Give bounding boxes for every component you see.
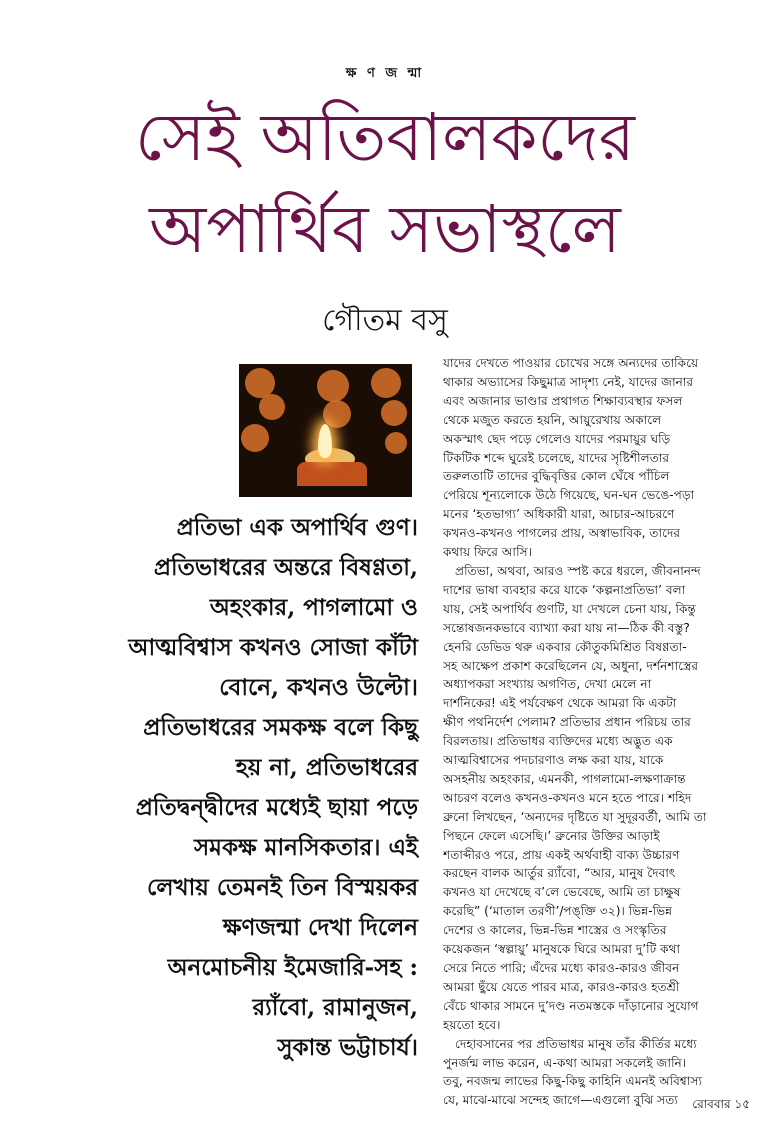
body-line: থাকার অভ্যাসের কিছুমাত্র সাদৃশ্য নেই, যাদের জানার bbox=[443, 374, 694, 389]
body-line: হেনরি ডেভিড থরু একবার কৌতুকমিশ্রিত বিষণ্ণতা- bbox=[443, 639, 687, 654]
headline bbox=[0, 92, 770, 276]
body-line: দার্শনিকের! এই পর্যবেক্ষণ থেকে আমরা কি একটা bbox=[443, 696, 677, 711]
body-line: শতাব্দীরও পরে, প্রায় একই অর্থবাহী বাক্য উচ্চারণ bbox=[443, 847, 680, 862]
body-line: টিকটিক শব্দে ঘুরেই চলেছে, যাদের সৃষ্টিশীলতার bbox=[443, 450, 670, 465]
article-body bbox=[443, 354, 745, 1110]
body-line: সন্তোষজনকভাবে ব্যাখ্যা করা যায় না—ঠিক কী বস্তু? bbox=[443, 620, 690, 635]
body-line: বেঁচে থাকার সামনে দু’দণ্ড নতমস্তকে দাঁড়ানোর সুযোগ bbox=[443, 998, 699, 1013]
byline: গৌতম বসু bbox=[322, 303, 448, 338]
pull-quote-line: প্রতিভাধরের সমকক্ষ বলে কিছু bbox=[143, 714, 418, 741]
body-line: দেহাবসানের পর প্রতিভাধর মানুষ তাঁর কীর্তির মধ্যে bbox=[455, 1036, 697, 1051]
pull-quote-line: আত্মবিশ্বাস কখনও সোজা কাঁটা bbox=[128, 634, 418, 661]
body-line: অধ্যাপকরা সংখ্যায় অগণিত, দেখা মেলে না bbox=[443, 677, 652, 692]
body-line: করছেন বালক আর্তুর র‍্যাঁবো, “আর, মানুষ দৈবাৎ bbox=[443, 866, 676, 881]
pull-quote-line: সুকান্ত ভট্টাচার্য। bbox=[277, 1034, 418, 1061]
body-line: পিছনে ফেলে এসেছি।’ ব্রুনোর উক্তির আড়াই bbox=[443, 828, 660, 843]
pull-quote-line: প্রতিভাধরের অন্তরে বিষণ্ণতা, bbox=[153, 554, 418, 581]
body-line: কখনও-কখনও পাগলের প্রায়, অস্বাভাবিক, তাদের bbox=[443, 526, 681, 541]
page-footer: রোববার ১৫ bbox=[692, 1097, 750, 1111]
body-line: দেশের ও কালের, ভিন্ন-ভিন্ন শাস্ত্রের ও সংস্কৃতির bbox=[443, 923, 667, 938]
body-line: অসহনীয় অহংকার, এমনকী, পাগলামো-লক্ষণাক্রান্ত bbox=[443, 771, 686, 786]
section-kicker: ক্ষ ণ জ ন্মা bbox=[345, 66, 425, 81]
body-line: সহ আক্ষেপ প্রকাশ করেছিলেন যে, অধুনা, দর্শনশাস্ত্রের bbox=[443, 658, 699, 673]
body-line: সেরে নিতে পারি; এঁদের মধ্যে কারও-কারও জীবন bbox=[443, 961, 680, 975]
pull-quote-line: বোনে, কখনও উল্টো। bbox=[219, 674, 418, 701]
body-line: যে, মাঝে-মাঝে সন্দেহ জাগে—এগুলো বুঝি সত্য bbox=[443, 1093, 678, 1108]
pull-quote-line: প্রতিদ্বন্দ্বীদের মধ্যেই ছায়া পড়ে bbox=[135, 794, 418, 821]
headline-line-1: সেই অতিবালকদের bbox=[135, 99, 635, 176]
body-line: হয়তো হবে। bbox=[443, 1017, 501, 1032]
pull-quote-line: লেখায় তেমনই তিন বিস্ময়কর bbox=[147, 874, 418, 901]
pull-quote-line: ক্ষণজন্মা দেখা দিলেন bbox=[222, 914, 418, 941]
pull-quote-line: অনমোচনীয় ইমেজারি-সহ : bbox=[167, 954, 418, 981]
pull-quote-line: হয় না, প্রতিভাধরের bbox=[235, 754, 418, 781]
body-line: যাদের দেখতে পাওয়ার চোখের সঙ্গে অন্যদের তাকিয়ে bbox=[443, 356, 699, 370]
body-line: বিরলতায়। প্রতিভাধর ব্যক্তিদের মধ্যে অদ্ভুত এক bbox=[443, 734, 673, 749]
body-line: যায়, সেই অপার্থিব গুণটি, যা দেখলে চেনা যায়, কিন্তু bbox=[443, 601, 696, 616]
body-line: আচরণ বলেও কখনও-কখনও মনে হতে পারে। শহিদ bbox=[443, 790, 692, 805]
pull-quote bbox=[80, 508, 418, 1068]
body-line: পুনর্জন্ম লাভ করেন, এ-কথা আমরা সকলেই জানি। bbox=[443, 1055, 687, 1070]
body-line: মনের ‘হতভাগ্য’ অধিকারী যারা, আচার-আচরণে bbox=[443, 507, 675, 522]
body-line: তবু, নবজন্ম লাভের কিছু-কিছু কাহিনি এমনই অবিশ্বাস্য bbox=[443, 1074, 702, 1089]
body-line: আত্মবিশ্বাসের পদচারণাও লক্ষ করা যায়, যাকে bbox=[443, 753, 664, 768]
body-line: কখনও যা দেখেছে ব’লে ভেবেছে, আমি তা চাক্ষুষ bbox=[443, 885, 681, 900]
body-line: অকস্মাৎ ছেদ পড়ে গেলেও যাদের পরমায়ুর ঘড়ি bbox=[443, 431, 671, 446]
body-line: কয়েকজন ‘স্বল্পায়ু’ মানুষকে ঘিরে আমরা দু’টি কথা bbox=[443, 942, 681, 957]
body-line: ক্ষীণ পথনির্দেশ পেলাম? প্রতিভার প্রধান পরিচয় তার bbox=[443, 715, 691, 730]
candle-flame-icon bbox=[318, 424, 332, 458]
pull-quote-line: সমকক্ষ মানসিকতার। এই bbox=[193, 834, 418, 861]
body-line: এবং অজানার ভাণ্ডার প্রথাগত শিক্ষাব্যবস্থার ফসল bbox=[443, 393, 683, 408]
pull-quote-line: প্রতিভা এক অপার্থিব গুণ। bbox=[176, 514, 418, 541]
body-line: ব্রুনো লিখছেন, ‘অন্যদের দৃষ্টিতে যা সুদূরবর্তী, আমি তা bbox=[443, 809, 707, 824]
body-line: প্রতিভা, অথবা, আরও স্পষ্ট করে ধরলে, জীবনানন্দ bbox=[455, 563, 701, 578]
candle-photo bbox=[239, 364, 412, 497]
body-line: তরুলতাটি তাদের বুদ্ধিবৃত্তির কোল ঘেঁষে পাঁচিল bbox=[443, 469, 670, 484]
pull-quote-line: অহংকার, পাগলামো ও bbox=[209, 594, 418, 621]
body-line: কথায় ফিরে আসি। bbox=[443, 545, 532, 560]
pull-quote-line: র‍্যাঁবো, রামানুজন, bbox=[252, 994, 418, 1021]
body-line: দাশের ভাষা ব্যবহার করে যাকে ‘কল্পনাপ্রতিভা’ বলা bbox=[443, 582, 686, 597]
body-line: করেছি” (‘মাতাল তরণী’/পঙ্‌ক্তি ৩২)। ভিন্ন-ভিন্ন bbox=[443, 904, 673, 919]
headline-line-2: অপার্থিব সভাস্থলে bbox=[149, 191, 621, 268]
body-line: থেকে মজুত করতে হয়নি, আয়ুরেখায় অকালে bbox=[443, 412, 662, 427]
body-line: আমরা ছুঁয়ে যেতে পারব মাত্র, কারও-কারও হতশ্রী bbox=[443, 979, 680, 994]
body-line: পেরিয়ে শূন্যলোকে উঠে গিয়েছে, ঘন-ঘন ভেঙে-পড়া bbox=[443, 488, 695, 503]
